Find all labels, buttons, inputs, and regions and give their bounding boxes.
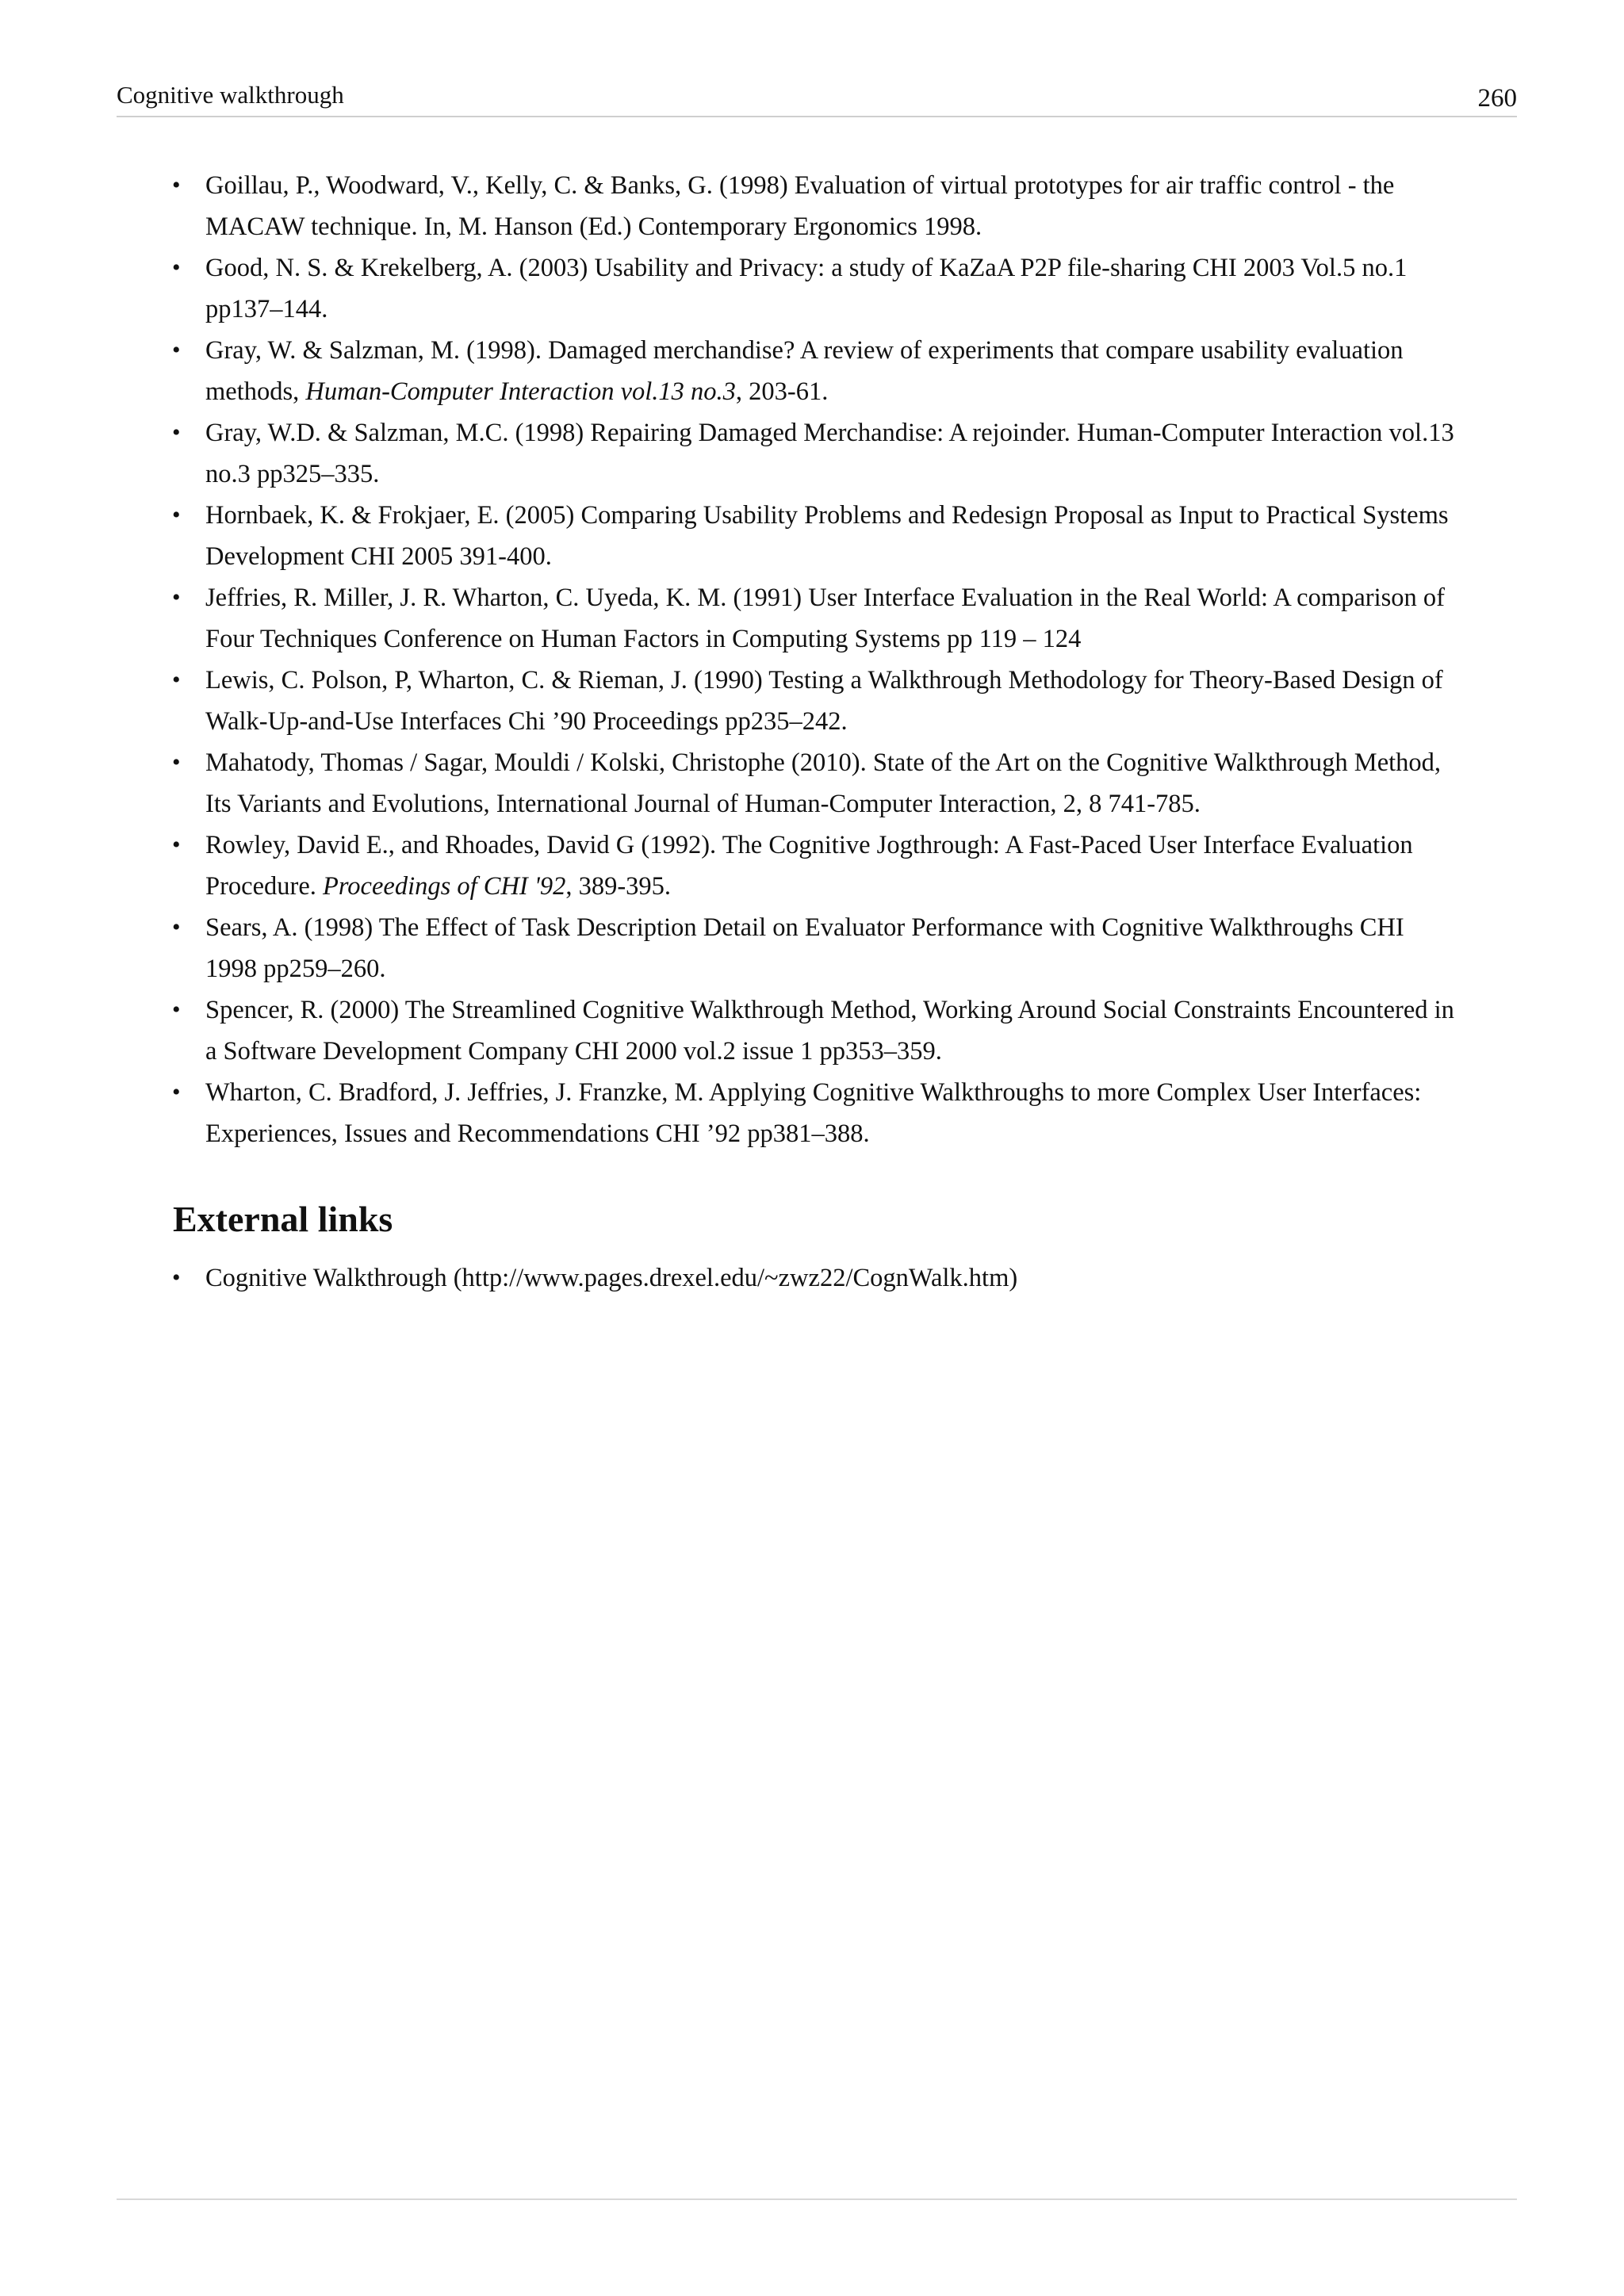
bullet-icon: • xyxy=(172,997,181,1023)
external-links-heading: External links xyxy=(173,1199,393,1239)
reference-text: Wharton, C. Bradford, J. Jeffries, J. Franzke, M. Applying Cognitive Walkthroughs to more Complex User Interfaces: Experiences, Issues and Recommendations CHI ’92 pp381–388. xyxy=(205,1078,1422,1148)
reference-item xyxy=(172,989,1461,1072)
reference-item xyxy=(172,247,1461,330)
bullet-icon: • xyxy=(172,914,181,940)
page-number: 260 xyxy=(1477,84,1517,113)
reference-text: Sears, A. (1998) The Effect of Task Description Detail on Evaluator Performance with Cognitive Walkthroughs CHI 1998 pp259–260. xyxy=(205,913,1404,983)
footer-rule xyxy=(117,2198,1517,2200)
bullet-icon: • xyxy=(172,337,181,363)
reference-item xyxy=(172,1072,1461,1154)
reference-text: Goillau, P., Woodward, V., Kelly, C. & Banks, G. (1998) Evaluation of virtual prototypes for air traffic control - the MACAW technique. In, M. Hanson (Ed.) Contemporary Ergonomics 1998. xyxy=(205,171,1395,241)
external-link[interactable]: Cognitive Walkthrough (http://www.pages.drexel.edu/~zwz22/CognWalk.htm) xyxy=(205,1264,1018,1292)
reference-text: Gray, W. & Salzman, M. (1998). Damaged merchandise? A review of experiments that compare usability evaluation methods, xyxy=(205,336,1404,406)
reference-item xyxy=(172,412,1461,495)
reference-text: Rowley, David E., and Rhoades, David G (1992). The Cognitive Jogthrough: A Fast-Paced User Interface Evaluation Procedure. xyxy=(205,831,1413,901)
reference-text: Lewis, C. Polson, P, Wharton, C. & Rieman, J. (1990) Testing a Walkthrough Methodology for Theory-Based Design of Walk-Up-and-Use Interfaces Chi ’90 Proceedings pp235–242. xyxy=(205,666,1443,736)
bullet-icon: • xyxy=(172,667,181,693)
reference-text: , 203-61. xyxy=(735,377,829,406)
reference-item xyxy=(172,577,1461,660)
reference-text: Mahatody, Thomas / Sagar, Mouldi / Kolski, Christophe (2010). State of the Art on the Cognitive Walkthrough Method, Its Variants and Evolutions, International Journal of Human-Computer Interaction, 2, 8 741-785. xyxy=(205,748,1442,818)
bullet-icon: • xyxy=(172,1079,181,1105)
bullet-icon: • xyxy=(172,832,181,858)
reference-text: Good, N. S. & Krekelberg, A. (2003) Usability and Privacy: a study of KaZaA P2P file-sharing CHI 2003 Vol.5 no.1 pp137–144. xyxy=(205,254,1408,323)
reference-item xyxy=(172,907,1461,989)
reference-item xyxy=(172,660,1461,742)
reference-text: Jeffries, R. Miller, J. R. Wharton, C. Uyeda, K. M. (1991) User Interface Evaluation in the Real World: A comparison of Four Techniques Conference on Human Factors in Computing Systems pp 119 – 124 xyxy=(205,584,1445,653)
page-header xyxy=(117,76,1517,117)
reference-item xyxy=(172,825,1461,907)
running-title: Cognitive walkthrough xyxy=(117,81,344,109)
external-links-list xyxy=(172,1257,1461,1299)
bullet-icon: • xyxy=(172,254,181,281)
reference-item xyxy=(172,165,1461,247)
reference-text: , 389-395. xyxy=(565,872,672,901)
bullet-icon: • xyxy=(172,172,181,198)
bullet-icon: • xyxy=(172,584,181,610)
bullet-icon: • xyxy=(172,1265,181,1291)
external-link-item[interactable] xyxy=(172,1257,1461,1299)
bullet-icon: • xyxy=(172,749,181,775)
reference-list xyxy=(172,165,1461,1154)
reference-item xyxy=(172,742,1461,825)
reference-text: Hornbaek, K. & Frokjaer, E. (2005) Comparing Usability Problems and Redesign Proposal as Input to Practical Systems Development CHI 2005 391-400. xyxy=(205,501,1449,571)
reference-title-italic: Proceedings of CHI '92 xyxy=(323,872,566,901)
reference-title-italic: Human-Computer Interaction vol.13 no.3 xyxy=(305,377,736,406)
reference-text: Spencer, R. (2000) The Streamlined Cognitive Walkthrough Method, Working Around Social Constraints Encountered in a Software Development Company CHI 2000 vol.2 issue 1 pp353–359. xyxy=(205,996,1454,1066)
bullet-icon: • xyxy=(172,502,181,528)
reference-item xyxy=(172,330,1461,412)
bullet-icon: • xyxy=(172,419,181,446)
reference-text: Gray, W.D. & Salzman, M.C. (1998) Repairing Damaged Merchandise: A rejoinder. Human-Computer Interaction vol.13 no.3 pp325–335. xyxy=(205,419,1454,488)
reference-item xyxy=(172,495,1461,577)
